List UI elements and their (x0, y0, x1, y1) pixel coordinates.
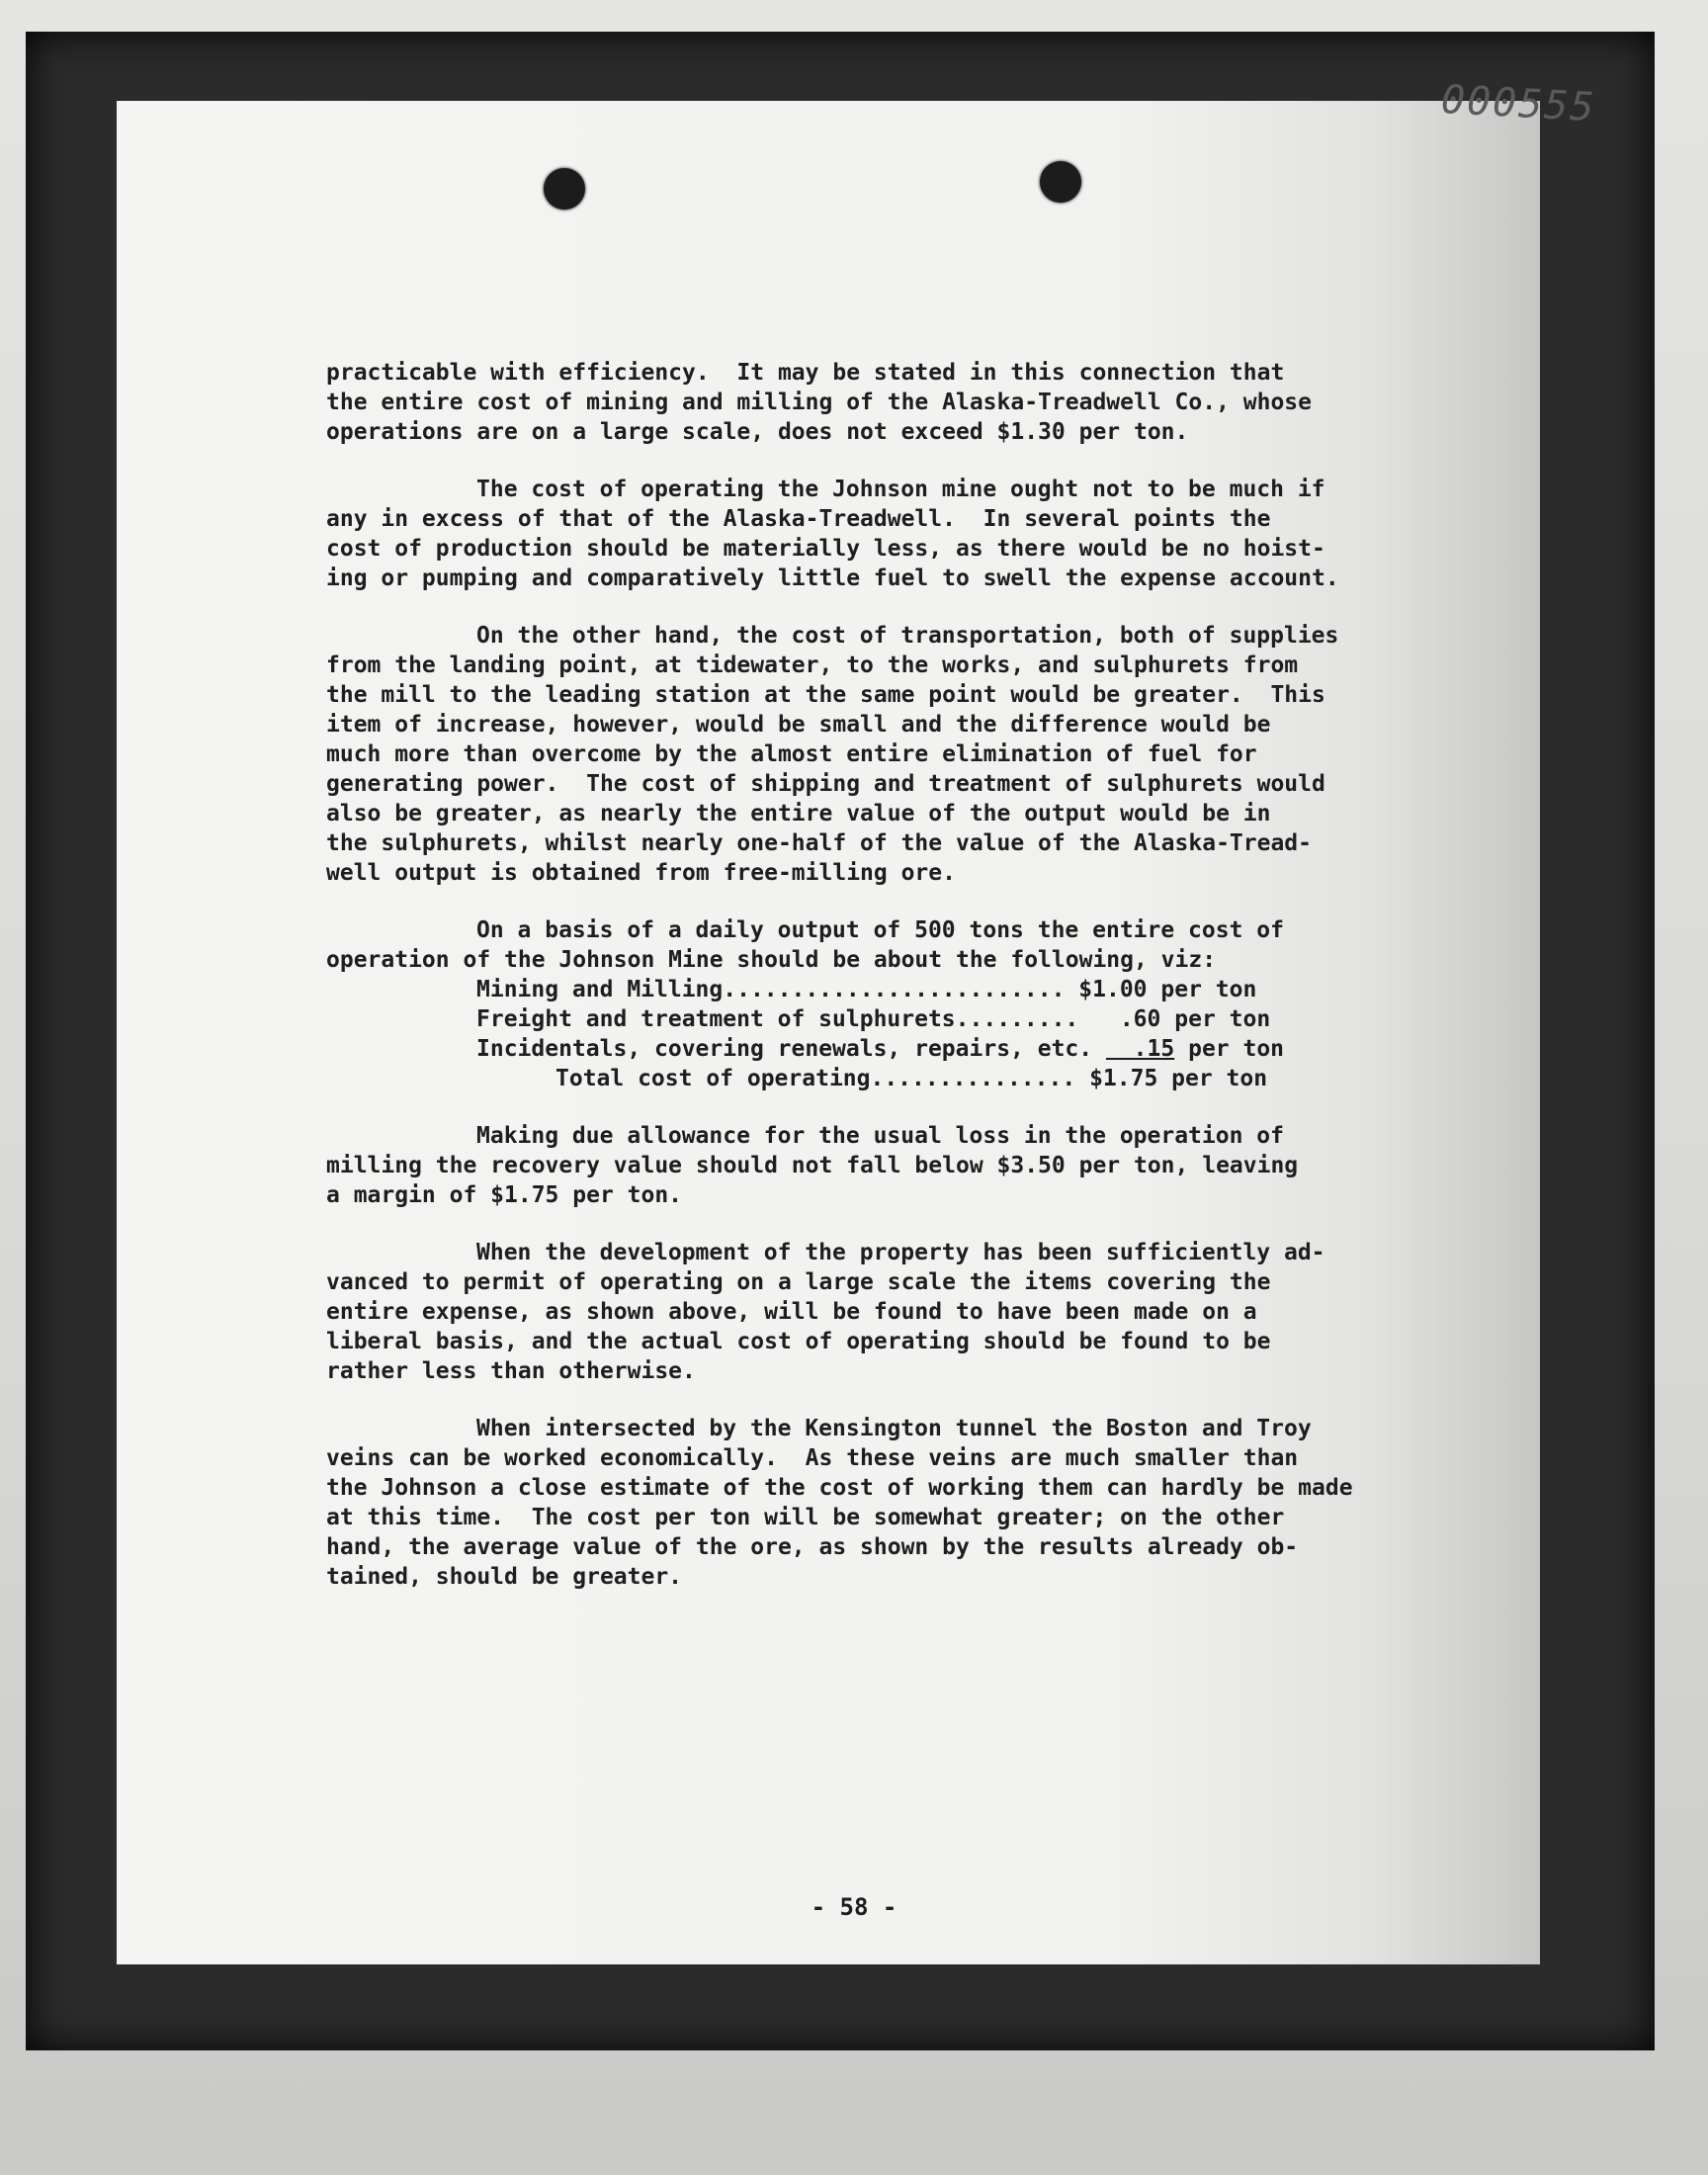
text-line: from the landing point, at tidewater, to the works, and sulphurets from (326, 652, 1299, 678)
text-line: cost of production should be materially less, as there would be no hoist- (326, 536, 1325, 562)
paragraph (326, 621, 1443, 888)
text-line: operations are on a large scale, does not exceed $1.30 per ton. (326, 419, 1189, 445)
text-line: entire expense, as shown above, will be found to have been made on a (326, 1299, 1257, 1325)
text-line: the entire cost of mining and milling of the Alaska-Treadwell Co., whose (326, 390, 1312, 415)
text-line: item of increase, however, would be small and the difference would be (326, 712, 1271, 738)
text-line: also be greater, as nearly the entire value of the output would be in (326, 801, 1271, 826)
cost-value: .15 (1105, 1036, 1175, 1062)
text-line: the sulphurets, whilst nearly one-half of the value of the Alaska-Tread- (326, 830, 1312, 856)
cost-label: Incidentals, covering renewals, repairs, etc. (476, 1036, 1093, 1062)
paragraph (326, 1238, 1443, 1386)
text-line: practicable with efficiency. It may be stated in this connection that (326, 360, 1285, 386)
cost-value: .60 (1092, 1006, 1161, 1032)
paragraph (326, 1414, 1443, 1592)
paragraph (326, 1121, 1443, 1210)
text-line: any in excess of that of the Alaska-Treadwell. In several points the (326, 506, 1271, 532)
cost-row (326, 1004, 1443, 1034)
text-line: vanced to permit of operating on a large scale the items covering the (326, 1269, 1271, 1295)
cost-value: $1.00 (1078, 977, 1148, 1002)
text-line: at this time. The cost per ton will be somewhat greater; on the other (326, 1505, 1285, 1530)
cost-total-label: Total cost of operating............... (555, 1066, 1076, 1091)
cost-unit: per ton (1188, 1036, 1285, 1062)
text-line: When intersected by the Kensington tunnel the Boston and Troy (476, 1416, 1312, 1441)
text-line: hand, the average value of the ore, as shown by the results already ob- (326, 1534, 1299, 1560)
text-line: much more than overcome by the almost entire elimination of fuel for (326, 741, 1257, 767)
punch-hole-right (1040, 161, 1081, 203)
text-line: milling the recovery value should not fall below $3.50 per ton, leaving (326, 1153, 1299, 1178)
text-line: veins can be worked economically. As these veins are much smaller than (326, 1445, 1299, 1471)
text-line: the Johnson a close estimate of the cost of working them can hardly be made (326, 1475, 1353, 1501)
cost-intro-line: On a basis of a daily output of 500 tons the entire cost of (476, 917, 1284, 943)
text-line: tained, should be greater. (326, 1564, 683, 1590)
text-line: liberal basis, and the actual cost of operating should be found to be (326, 1329, 1271, 1354)
text-line: rather less than otherwise. (326, 1358, 696, 1384)
cost-table (326, 915, 1443, 1093)
text-line: The cost of operating the Johnson mine ought not to be much if (476, 477, 1325, 502)
cost-total-unit: per ton (1171, 1066, 1268, 1091)
text-line: When the development of the property has been sufficiently ad- (476, 1240, 1325, 1265)
paragraph (326, 475, 1443, 593)
archive-stamp: 000555 (1439, 76, 1597, 131)
cost-unit: per ton (1174, 1006, 1271, 1032)
text-line: Making due allowance for the usual loss in the operation of (476, 1123, 1284, 1149)
text-line: ing or pumping and comparatively little fuel to swell the expense account. (326, 566, 1339, 591)
cost-row (326, 1034, 1443, 1064)
text-line: well output is obtained from free-milling ore. (326, 860, 956, 886)
document-body (326, 358, 1443, 1619)
text-line: the mill to the leading station at the same point would be greater. This (326, 682, 1325, 708)
cost-total-row (326, 1064, 1443, 1093)
paragraph (326, 358, 1443, 447)
page-number: - 58 - (811, 1893, 897, 1921)
cost-label: Mining and Milling......................... (476, 977, 1066, 1002)
text-line: generating power. The cost of shipping and treatment of sulphurets would (326, 771, 1325, 797)
cost-intro-line: operation of the Johnson Mine should be about the following, viz: (326, 947, 1217, 973)
cost-total-value: $1.75 (1089, 1066, 1158, 1091)
punch-hole-left (544, 168, 585, 210)
cost-label: Freight and treatment of sulphurets......... (476, 1006, 1079, 1032)
text-line: a margin of $1.75 per ton. (326, 1182, 683, 1208)
text-line: On the other hand, the cost of transportation, both of supplies (476, 623, 1339, 649)
cost-unit: per ton (1160, 977, 1257, 1002)
cost-row (326, 975, 1443, 1004)
